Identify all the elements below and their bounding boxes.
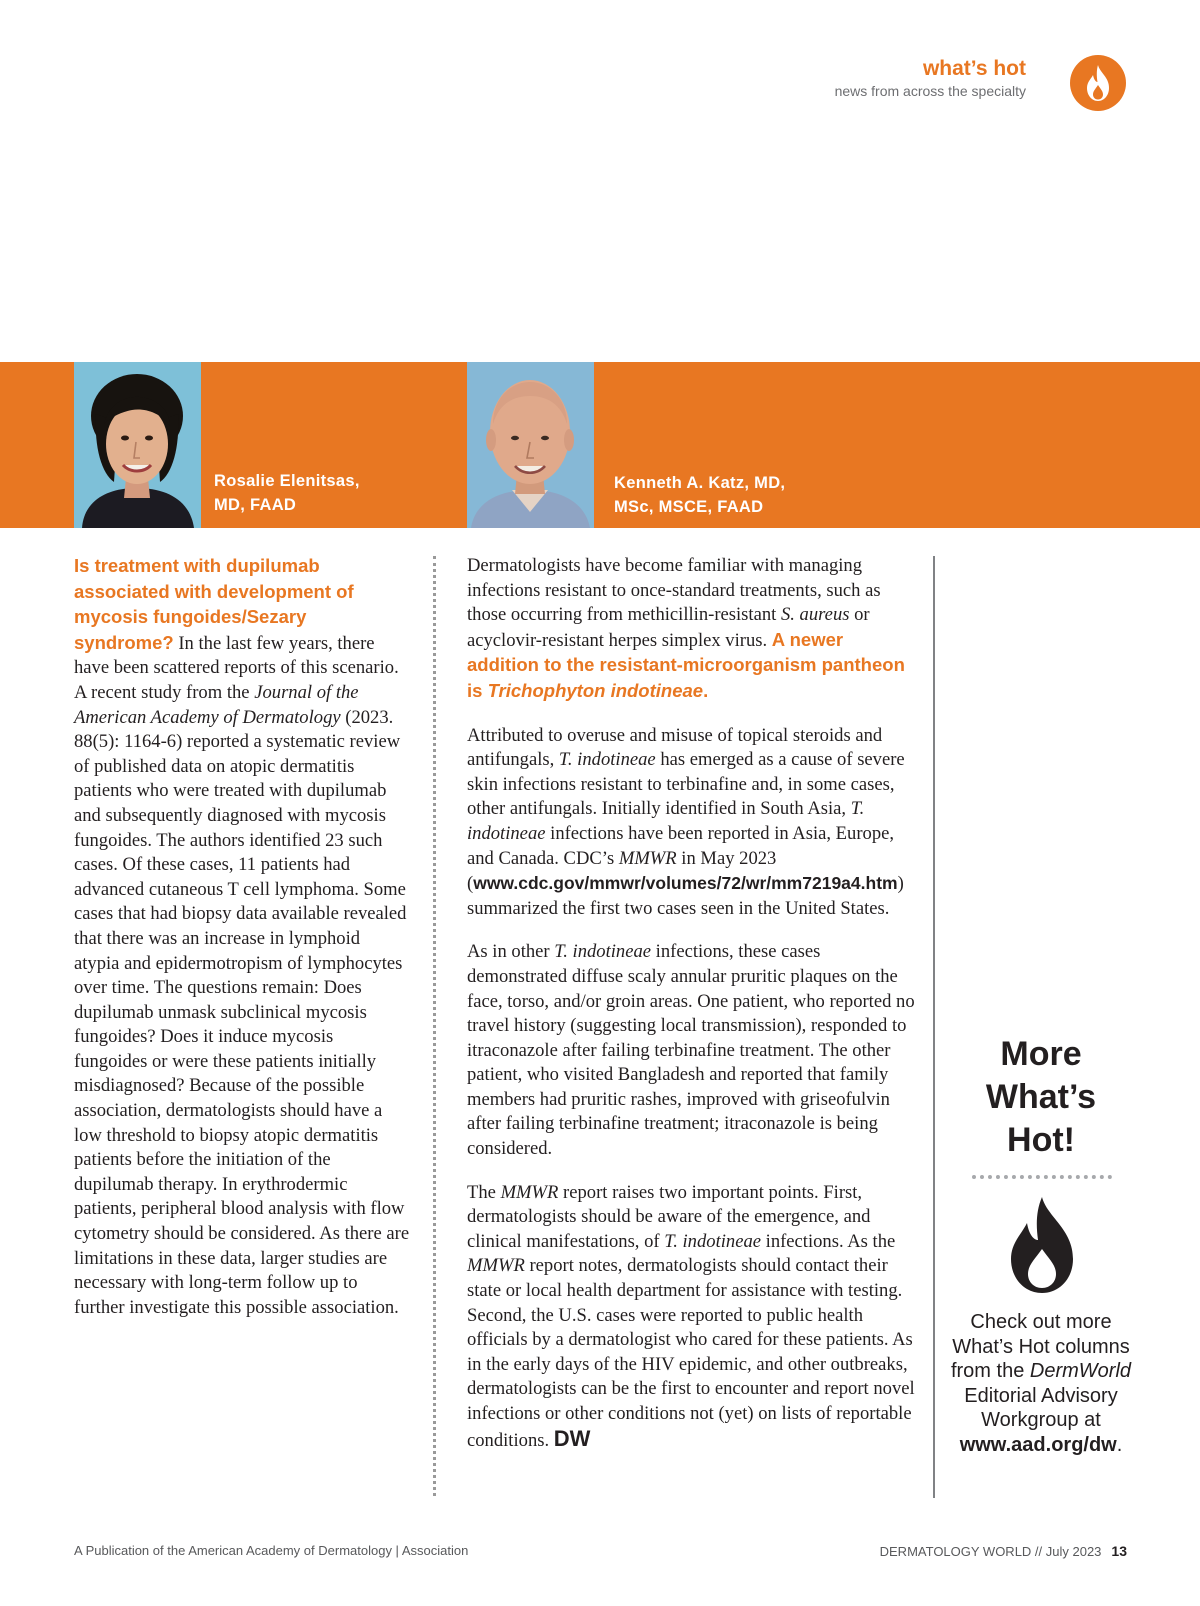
section-header — [835, 56, 1026, 100]
article-indotineae — [467, 554, 917, 1472]
section-subtitle: news from across the specialty — [834, 83, 1026, 99]
header-flame-icon — [1070, 55, 1126, 111]
sidebar-flame-icon — [1003, 1195, 1081, 1300]
author-photo-elenitsas — [74, 362, 201, 528]
section-title: what’s hot — [922, 57, 1026, 80]
column-divider-solid — [933, 556, 935, 1498]
mmwr-link[interactable]: www.cdc.gov/mmwr/volumes/72/wr/mm7219a4.htm — [473, 873, 898, 894]
author-photo-katz — [467, 362, 594, 528]
dw-signoff: DW — [553, 1425, 591, 1451]
paragraph-3: As in other T. indotineae infections, these cases demonstrated diffuse scaly annular pruritic plaques on the face, torso, and/or groin areas. One patient, who reported no travel history (suggesting local transmission), responded to itraconazole after failing terbinafine treatment. The other patient, who visited Bangladesh and reported that family members had pruritic rashes, improved with griseofulvin after failing terbinafine treatment; itraconazole is being considered. — [467, 941, 915, 1160]
author-byline-1: Rosalie Elenitsas, MD, FAAD — [214, 472, 360, 514]
footer-issue: DERMATOLOGY WORLD // July 2023 13 — [879, 1543, 1127, 1559]
column-divider-dotted — [433, 556, 436, 1496]
pull-highlight: A newer addition to the resistant-microorganism pantheon is Trichophyton indotineae. — [467, 628, 905, 701]
sidebar-title: More What’s Hot! — [985, 1035, 1097, 1159]
footer-publication: A Publication of the American Academy of Dermatology | Association — [74, 1543, 469, 1558]
sidebar-text: Check out more What’s Hot columns from the DermWorld Editorial Advisory Workgroup at www.aad.org/dw. — [950, 1311, 1132, 1456]
paragraph-2: Attributed to overuse and misuse of topical steroids and antifungals, T. indotineae has emerged as a cause of severe skin infections resistant to terbinafine and, in some cases, other antifungals. Initially identified in South Asia, T. indotineae infections have been reported in Asia, Europe, and Canada. CDC’s MMWR in May 2023 (www.cdc.gov/mmwr/volumes/72/wr/mm7219a4.htm) summarized the first two cases seen in the United States. — [467, 724, 905, 919]
author-byline-2: Kenneth A. Katz, MD, MSc, MSCE, FAAD — [614, 474, 786, 516]
article-dupilumab: Is treatment with dupilumab associated with development of mycosis fungoides/Sezary syndrome? In the last few years, there have been scattered reports of this scenario. A recent study from the Journal of the American Academy of Dermatology (2023. 88(5): 1164-6) reported a systematic review of published data on atopic dermatitis patients who were treated with dupilumab and subsequently diagnosed with mycosis fungoides. The authors identified 23 such cases. Of these cases, 11 patients had advanced cutaneous T cell lymphoma. Some cases that had biopsy data available revealed that there was an increase in lymphoid atypia and epidermotropism of lymphocytes over time. The questions remain: Does dupilumab unmask subclinical mycosis fungoides? Does it induce mycosis fungoides or were these patients initially misdiagnosed? Because of the possible association, dermatologists should have a low threshold to biopsy atopic dermatitis patients before the initiation of the dupilumab therapy. In erythrodermic patients, peripheral blood analysis with flow cytometry should be considered. As there are limitations in these data, larger studies are necessary with long-term follow up to further investigate this possible association. — [74, 555, 410, 1318]
paragraph-1: Dermatologists have become familiar with managing infections resistant to once-standard treatments, such as those occurring from methicillin-resistant S. aureus or acyclovir-resistant herpes simplex virus. A newer addition to the resistant-microorganism pantheon is Trichophyton indotineae. — [467, 555, 905, 701]
paragraph-4: The MMWR report raises two important points. First, dermatologists should be aware of the emergence, and clinical manifestations, of T. indotineae infections. As the MMWR report notes, dermatologists should contact their state or local health department for assistance with testing. Second, the U.S. cases were reported to public health officials by a dermatologist who cared for these patients. As in the early days of the HIV epidemic, and other outbreaks, dermatologists can be the first to encounter and report novel infections or other conditions not (yet) on lists of reportable conditions. DW — [467, 1181, 915, 1451]
page-number: 13 — [1111, 1543, 1127, 1559]
article-headline: Is treatment with dupilumab associated with development of mycosis fungoides/Sezary syndrome? — [74, 555, 354, 653]
journal-name: Journal of the American Academy of Dermatology — [74, 681, 359, 728]
sidebar-divider — [972, 1175, 1112, 1179]
aad-link[interactable]: www.aad.org/dw — [959, 1433, 1117, 1456]
